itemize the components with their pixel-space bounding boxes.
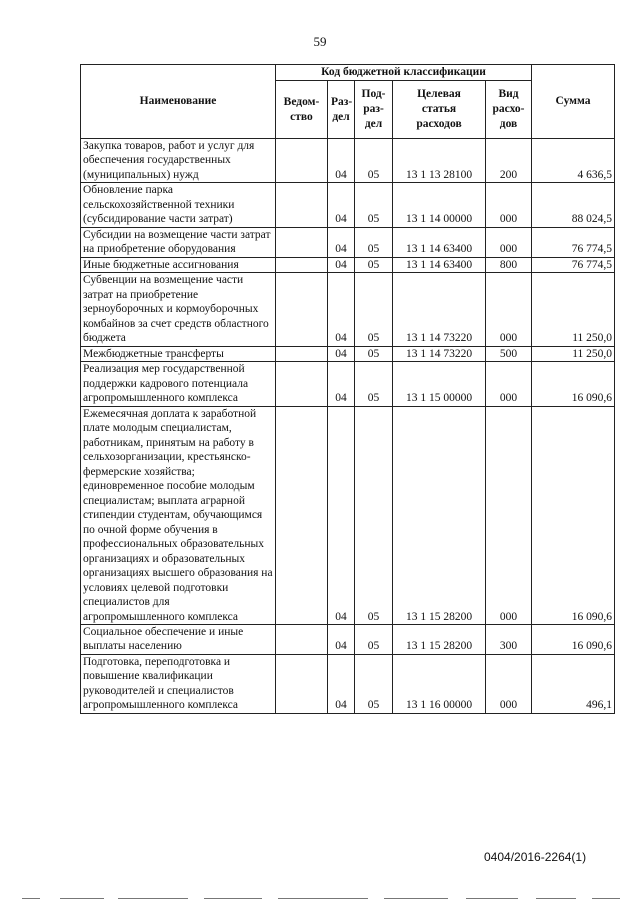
row-section: 04 — [328, 183, 355, 227]
row-subsection: 05 — [355, 183, 393, 227]
row-department — [276, 406, 328, 624]
header-target: Целевая статья расходов — [393, 81, 486, 139]
row-name: Субсидии на возмещение части затрат на приобретение оборудования — [81, 227, 276, 257]
table-row — [81, 624, 615, 654]
row-amount: 496,1 — [532, 654, 615, 713]
row-expense-type: 000 — [486, 227, 532, 257]
table-row — [81, 257, 615, 272]
row-department — [276, 346, 328, 361]
row-department — [276, 654, 328, 713]
row-target-code: 13 1 14 63400 — [393, 257, 486, 272]
row-target-code: 13 1 16 00000 — [393, 654, 486, 713]
header-subsection: Под-раз-дел — [355, 81, 393, 139]
row-department — [276, 273, 328, 346]
row-department — [276, 624, 328, 654]
row-expense-type: 000 — [486, 362, 532, 406]
row-target-code: 13 1 13 28100 — [393, 139, 486, 183]
table-row — [81, 183, 615, 227]
page-number: 59 — [313, 34, 327, 49]
row-target-code: 13 1 14 00000 — [393, 183, 486, 227]
header-name: Наименование — [81, 65, 276, 139]
row-amount: 16 090,6 — [532, 624, 615, 654]
header-department: Ведом-ство — [276, 81, 328, 139]
row-target-code: 13 1 15 28200 — [393, 624, 486, 654]
row-section: 04 — [328, 624, 355, 654]
row-expense-type: 000 — [486, 183, 532, 227]
row-target-code: 13 1 15 00000 — [393, 362, 486, 406]
budget-table — [80, 64, 615, 714]
row-amount: 11 250,0 — [532, 273, 615, 346]
row-amount: 76 774,5 — [532, 257, 615, 272]
row-expense-type: 800 — [486, 257, 532, 272]
row-expense-type: 000 — [486, 654, 532, 713]
header-section: Раз-дел — [328, 81, 355, 139]
row-target-code: 13 1 15 28200 — [393, 406, 486, 624]
row-target-code: 13 1 14 73220 — [393, 346, 486, 361]
row-section: 04 — [328, 257, 355, 272]
row-department — [276, 139, 328, 183]
row-name: Обновление парка сельскохозяйственной техники (субсидирование части затрат) — [81, 183, 276, 227]
row-target-code: 13 1 14 63400 — [393, 227, 486, 257]
scan-edge-artifact — [0, 896, 640, 901]
row-expense-type: 300 — [486, 624, 532, 654]
row-subsection: 05 — [355, 406, 393, 624]
row-subsection: 05 — [355, 139, 393, 183]
table-row — [81, 346, 615, 361]
table-row — [81, 654, 615, 713]
row-expense-type: 200 — [486, 139, 532, 183]
row-department — [276, 183, 328, 227]
row-department — [276, 257, 328, 272]
row-subsection: 05 — [355, 624, 393, 654]
row-name: Социальное обеспечение и иные выплаты населению — [81, 624, 276, 654]
row-section: 04 — [328, 406, 355, 624]
row-subsection: 05 — [355, 257, 393, 272]
row-section: 04 — [328, 362, 355, 406]
row-name: Иные бюджетные ассигнования — [81, 257, 276, 272]
row-section: 04 — [328, 227, 355, 257]
row-department — [276, 227, 328, 257]
row-name: Закупка товаров, работ и услуг для обеспечения государственных (муниципальных) нужд — [81, 139, 276, 183]
row-section: 04 — [328, 273, 355, 346]
row-amount: 88 024,5 — [532, 183, 615, 227]
table-row — [81, 362, 615, 406]
row-subsection: 05 — [355, 227, 393, 257]
header-amount: Сумма — [532, 65, 615, 139]
table-row — [81, 139, 615, 183]
row-amount: 16 090,6 — [532, 406, 615, 624]
document-code: 0404/2016-2264(1) — [484, 850, 587, 864]
row-name: Подготовка, переподготовка и повышение квалификации руководителей и специалистов агропромышленного комплекса — [81, 654, 276, 713]
header-expense-type: Вид расхо-дов — [486, 81, 532, 139]
row-section: 04 — [328, 139, 355, 183]
row-section: 04 — [328, 654, 355, 713]
row-expense-type: 000 — [486, 273, 532, 346]
row-section: 04 — [328, 346, 355, 361]
row-department — [276, 362, 328, 406]
table-row — [81, 406, 615, 624]
row-subsection: 05 — [355, 654, 393, 713]
row-subsection: 05 — [355, 362, 393, 406]
row-expense-type: 500 — [486, 346, 532, 361]
row-name: Субвенции на возмещение части затрат на приобретение зерноуборочных и кормоуборочных комбайнов за счет средств областного бюджета — [81, 273, 276, 346]
row-name: Межбюджетные трансферты — [81, 346, 276, 361]
header-classification-group: Код бюджетной классификации — [276, 65, 532, 81]
row-subsection: 05 — [355, 273, 393, 346]
row-amount: 11 250,0 — [532, 346, 615, 361]
row-subsection: 05 — [355, 346, 393, 361]
row-amount: 76 774,5 — [532, 227, 615, 257]
table-row — [81, 273, 615, 346]
row-expense-type: 000 — [486, 406, 532, 624]
row-name: Ежемесячная доплата к заработной плате молодым специалистам, работникам, принятым на работу в сельхозорганизации, крестьянско-фермерские хозяйства; единовременное пособие молодым специалистам; выплата аграрной стипендии студентам, обучающимся по очной форме обучения в профессиональных образовательных организациях и образовательных организациях высшего образования на условиях целевой подготовки специалистов для агропромышленного комплекса — [81, 406, 276, 624]
row-amount: 16 090,6 — [532, 362, 615, 406]
table-row — [81, 227, 615, 257]
row-name: Реализация мер государственной поддержки кадрового потенциала агропромышленного комплекса — [81, 362, 276, 406]
row-amount: 4 636,5 — [532, 139, 615, 183]
row-target-code: 13 1 14 73220 — [393, 273, 486, 346]
